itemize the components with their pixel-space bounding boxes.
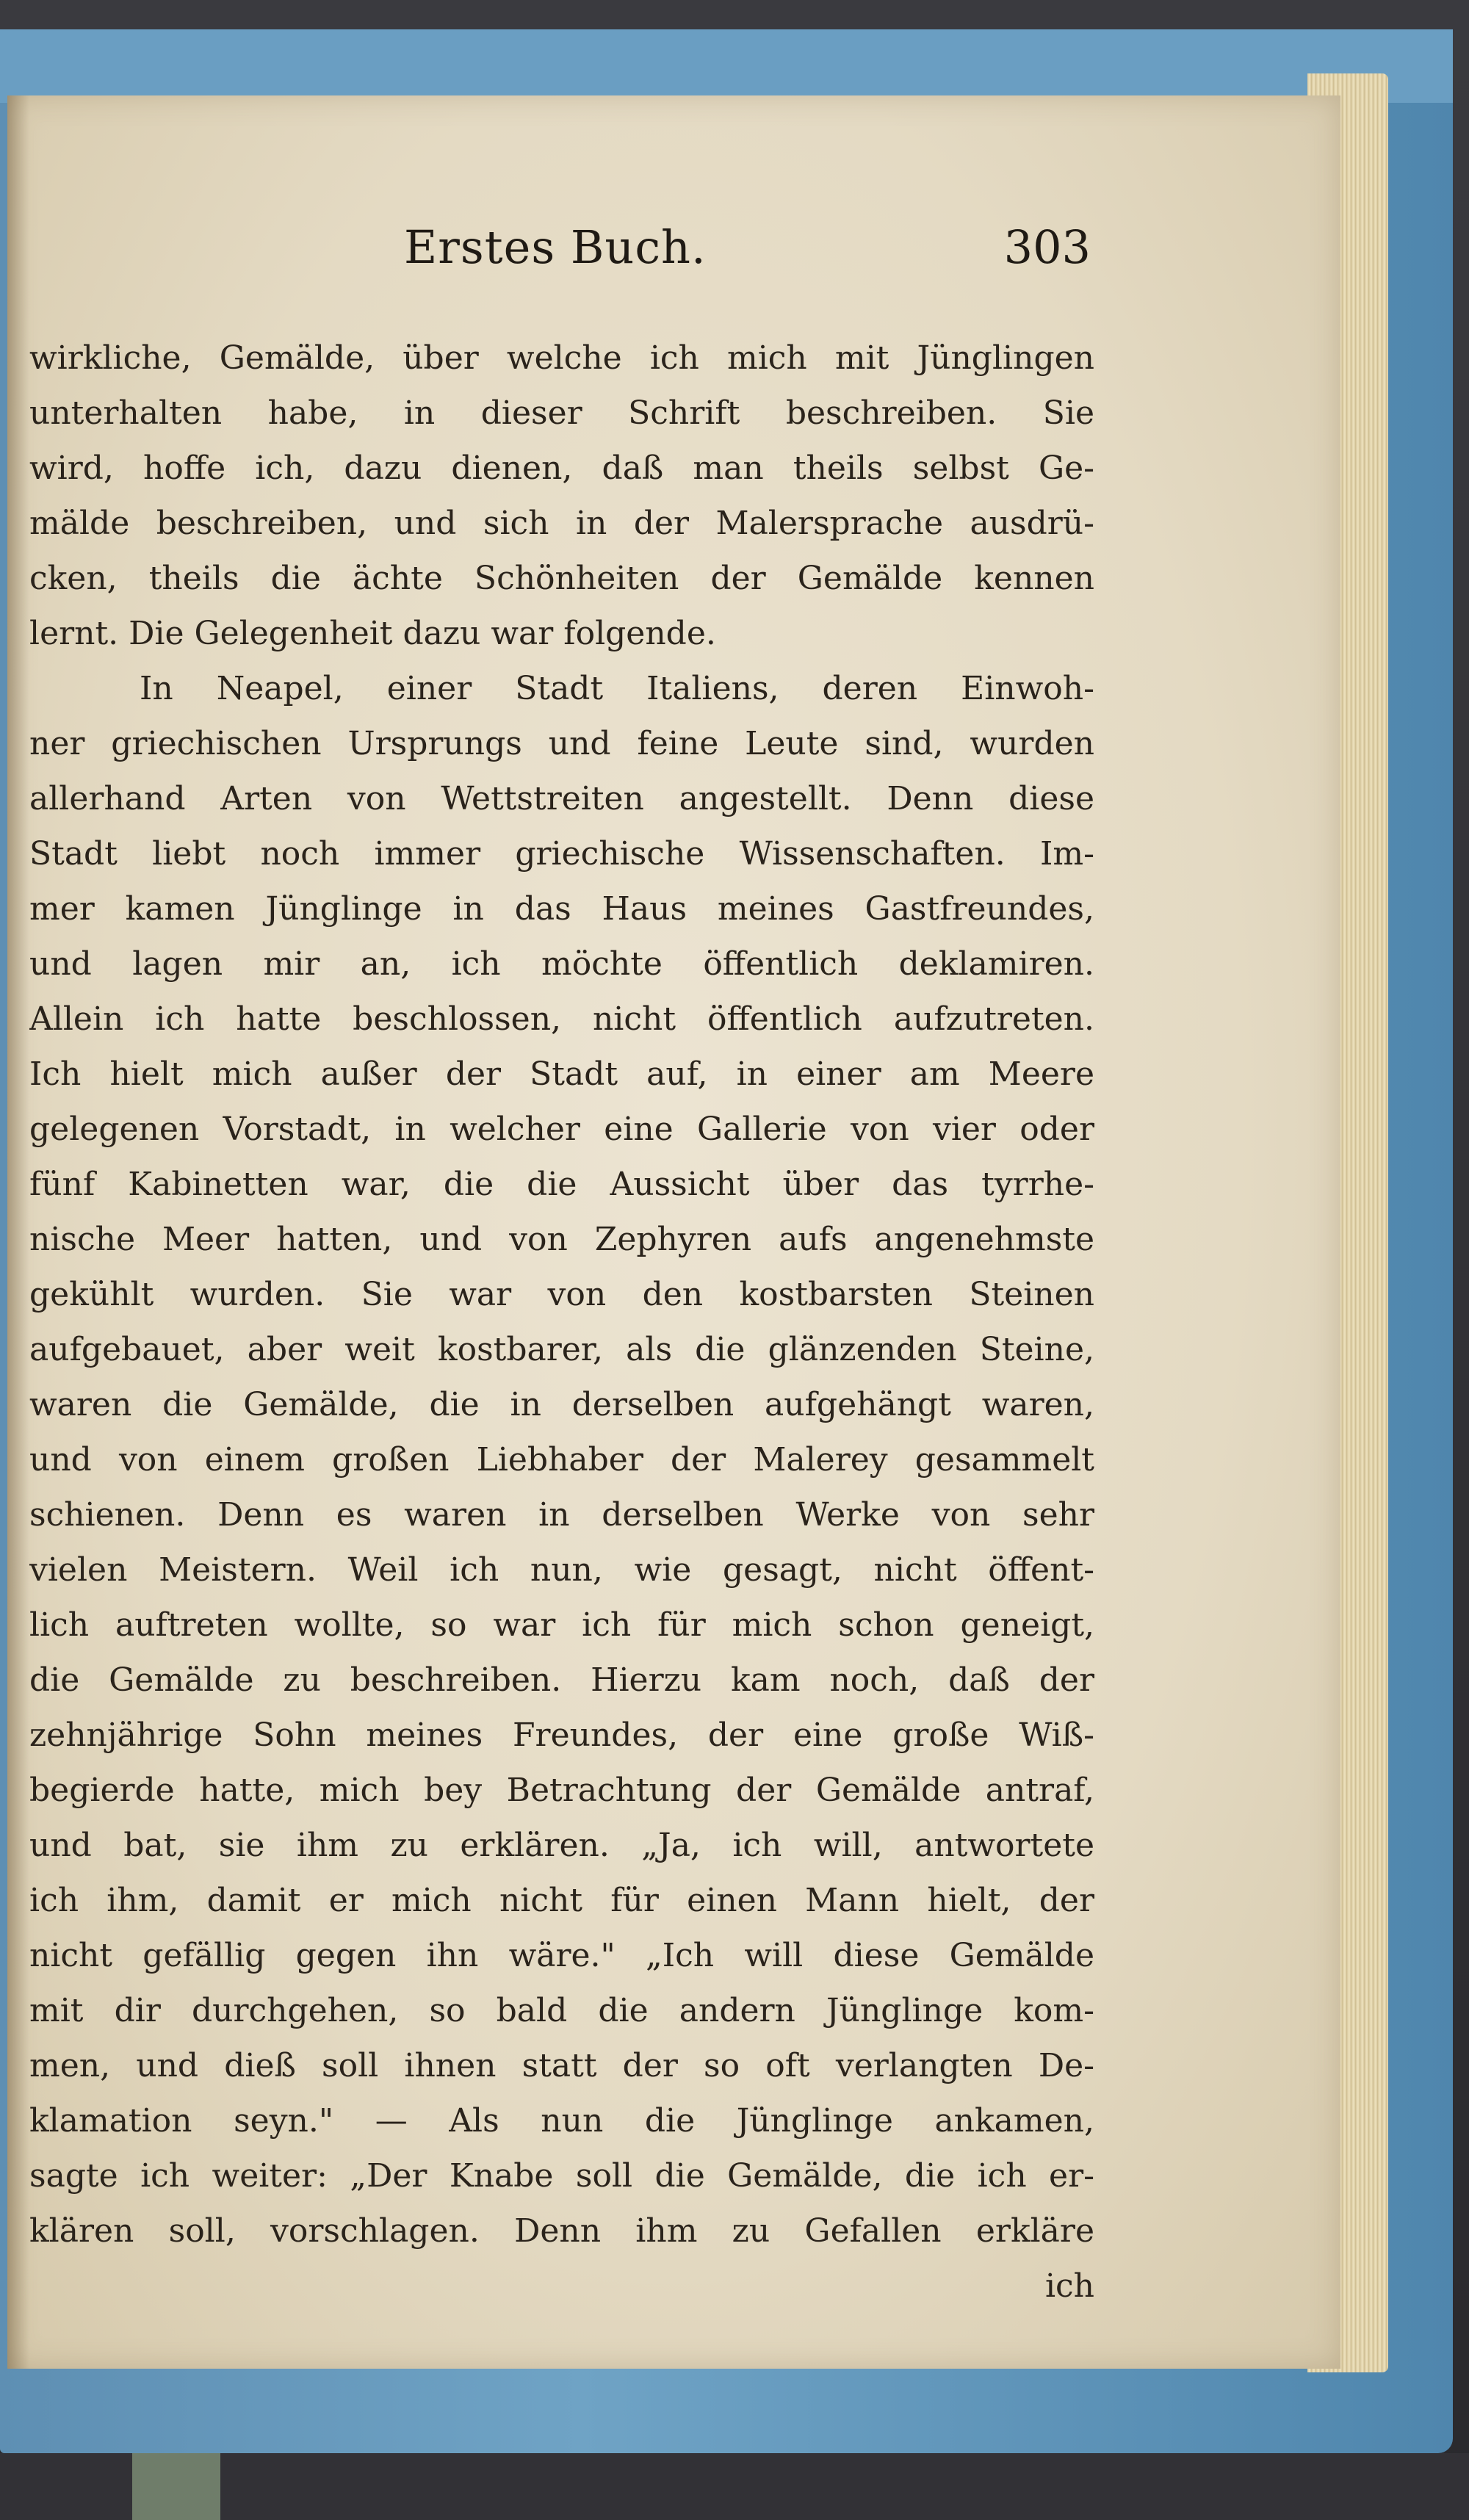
text-line: waren die Gemälde, die in derselben aufgehängt waren, xyxy=(29,1386,1094,1423)
text-line: gekühlt wurden. Sie war von den kostbarsten Steinen xyxy=(29,1276,1094,1313)
text-line: und bat, sie ihm zu erklären. „Ja, ich will, antwortete xyxy=(29,1827,1094,1864)
text-line: nicht gefällig gegen ihn wäre." „Ich will diese Gemälde xyxy=(29,1937,1094,1974)
body-text xyxy=(29,331,1094,2314)
text-line: klären soll, vorschlagen. Denn ihm zu Gefallen erkläre xyxy=(29,2212,1094,2250)
text-line: aufgebauet, aber weit kostbarer, als die glänzenden Steine, xyxy=(29,1331,1094,1368)
text-line: nische Meer hatten, und von Zephyren aufs angenehmste xyxy=(29,1221,1094,1258)
text-line: ich ihm, damit er mich nicht für einen Mann hielt, der xyxy=(29,1882,1094,1919)
text-line: mer kamen Jünglinge in das Haus meines Gastfreundes, xyxy=(29,890,1094,928)
page-header xyxy=(29,220,1091,294)
text-line: mälde beschreiben, und sich in der Malersprache ausdrü- xyxy=(29,505,1094,542)
text-line: gelegenen Vorstadt, in welcher eine Gallerie von vier oder xyxy=(29,1111,1094,1148)
scan-bottom-strip xyxy=(0,2453,1469,2520)
text-line: klamation seyn." — Als nun die Jünglinge ankamen, xyxy=(29,2102,1094,2140)
book-cover-top xyxy=(0,29,1453,103)
text-line: die Gemälde zu beschreiben. Hierzu kam noch, daß der xyxy=(29,1661,1094,1699)
bookmark-ribbon xyxy=(132,2453,220,2520)
text-line: Allein ich hatte beschlossen, nicht öffentlich aufzutreten. xyxy=(29,1000,1094,1038)
text-line: zehnjährige Sohn meines Freundes, der eine große Wiß- xyxy=(29,1716,1094,1754)
text-line: cken, theils die ächte Schönheiten der Gemälde kennen xyxy=(29,560,1094,597)
text-line: lich auftreten wollte, so war ich für mich schon geneigt, xyxy=(29,1606,1094,1644)
text-line: fünf Kabinetten war, die die Aussicht über das tyrrhe- xyxy=(29,1166,1094,1203)
text-line: mit dir durchgehen, so bald die andern Jünglinge kom- xyxy=(29,1992,1094,2029)
text-line: und von einem großen Liebhaber der Malerey gesammelt xyxy=(29,1441,1094,1479)
text-line: allerhand Arten von Wettstreiten angestellt. Denn diese xyxy=(29,780,1094,817)
text-line: sagte ich weiter: „Der Knabe soll die Gemälde, die ich er- xyxy=(29,2157,1094,2195)
text-line: wird, hoffe ich, dazu dienen, daß man theils selbst Ge- xyxy=(29,450,1094,487)
page-gutter-shadow xyxy=(7,95,29,2369)
text-line: In Neapel, einer Stadt Italiens, deren Einwoh- xyxy=(140,670,1094,707)
text-line: schienen. Denn es waren in derselben Werke von sehr xyxy=(29,1496,1094,1534)
running-head: Erstes Buch. xyxy=(404,220,707,274)
catchword: ich xyxy=(1044,2267,1094,2305)
text-line: ner griechischen Ursprungs und feine Leute sind, wurden xyxy=(29,725,1094,762)
text-line: vielen Meistern. Weil ich nun, wie gesagt, nicht öffent- xyxy=(29,1551,1094,1589)
text-line: Ich hielt mich außer der Stadt auf, in einer am Meere xyxy=(29,1055,1094,1093)
text-line: wirkliche, Gemälde, über welche ich mich mit Jünglingen xyxy=(29,339,1094,377)
text-line: men, und dieß soll ihnen statt der so oft verlangten De- xyxy=(29,2047,1094,2084)
text-line: unterhalten habe, in dieser Schrift beschreiben. Sie xyxy=(29,394,1094,432)
text-line: und lagen mir an, ich möchte öffentlich deklamiren. xyxy=(29,945,1094,983)
page-number: 303 xyxy=(1003,220,1091,274)
text-line: lernt. Die Gelegenheit dazu war folgende. xyxy=(29,615,716,652)
text-line: begierde hatte, mich bey Betrachtung der Gemälde antraf, xyxy=(29,1772,1094,1809)
text-line: Stadt liebt noch immer griechische Wissenschaften. Im- xyxy=(29,835,1094,873)
